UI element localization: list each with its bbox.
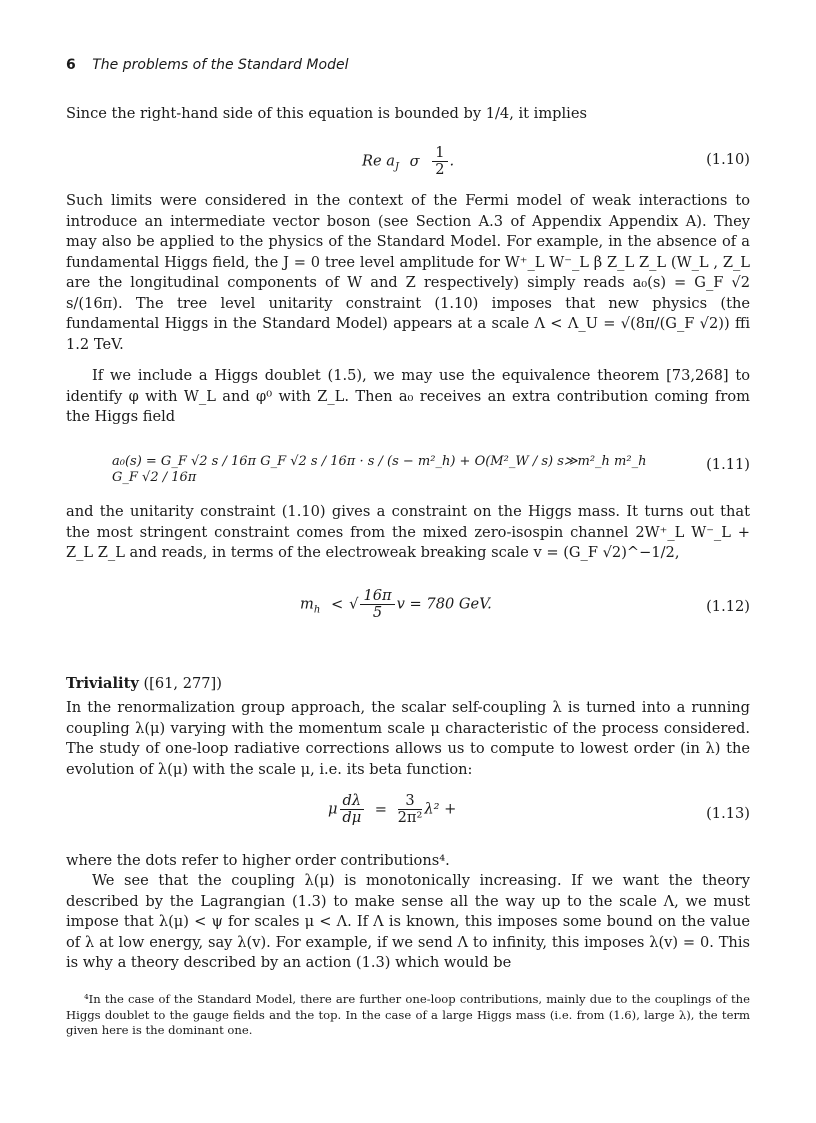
equation-number: (1.10) <box>706 151 750 168</box>
equation-number: (1.12) <box>706 598 750 615</box>
equation-body: Re $a_J$ σ $\frac{1}{2}$ . <box>362 144 455 178</box>
paragraph-1: Since the right-hand side of this equation is bounded by 1/4, it implies <box>66 105 587 122</box>
equation-1-13 <box>66 793 750 837</box>
equation-1-10 <box>66 144 750 178</box>
paragraph-7: We see that the coupling λ(μ) is monotonically increasing. If we want the theory described by the Lagrangian (1.3) to make sense all the way up to the scale Λ, we must impose that λ(μ) < ψ for scales μ < Λ. If Λ is known, this imposes some bound on the value of λ at low energy, say λ(v). For example, if we send Λ to infinity, this imposes λ(v) = 0. This is why a theory described by an action (1.3) which would be <box>66 872 750 971</box>
paragraph-6: where the dots refer to higher order contributions⁴. <box>66 852 450 869</box>
paragraph-4: and the unitarity constraint (1.10) gives a constraint on the Higgs mass. It turns out that the most stringent constraint comes from the mixed zero-isospin channel 2W⁺_L W⁻_L + Z_L Z_L and reads, in terms of the electroweak breaking scale v = (G_F √2)^−1/2, <box>66 503 750 561</box>
footnote-4: ⁴In the case of the Standard Model, there are further one-loop contributions, mainly due to the couplings of the Higgs doublet to the gauge fields and the top. In the case of a large Higgs mass (i.e. from (1.6), large λ), the term given here is the dominant one. <box>66 992 750 1037</box>
chapter-title: The problems of the Standard Model <box>92 57 349 73</box>
running-header <box>66 57 348 73</box>
equation-body: μ $\frac{d\lambda}{d\mu}$ = $\frac{3}{\text{2π²}}$ λ² + <box>328 792 457 826</box>
paragraph-3: If we include a Higgs doublet (1.5), we may use the equivalence theorem [73,268] to identify φ with W_L and φ⁰ with Z_L. Then a₀ receives an extra contribution coming from the Higgs field <box>66 367 750 425</box>
equation-body: a₀(s) = G_F √2 s / 16π G_F √2 s / 16π · s / (s − m²_h) + O(M²_W / s) s≫m²_h m²_h G_F √2 / 16π <box>112 454 647 485</box>
equation-1-11 <box>66 440 750 484</box>
equation-number: (1.11) <box>706 456 750 473</box>
equation-1-12 <box>66 586 750 630</box>
equation-number: (1.13) <box>706 805 750 822</box>
paragraph-5: In the renormalization group approach, the scalar self-coupling λ is turned into a running coupling λ(μ) varying with the momentum scale μ characteristic of the process considered. The study of one-loop radiative corrections allows us to compute to lowest order (in λ) the evolution of λ(μ) with the scale μ, i.e. its beta function: <box>66 699 750 778</box>
page-number: 6 <box>66 57 76 73</box>
equation-body: $m_h$ < √ $\frac{16\pi}{5}$ v = 780 GeV. <box>300 587 492 621</box>
paragraph-2: Such limits were considered in the context of the Fermi model of weak interactions to introduce an intermediate vector boson (see Section A.3 of Appendix Appendix A). They may also be applied to the physics of the Standard Model. For example, in the absence of a fundamental Higgs field, the J = 0 tree level amplitude for W⁺_L W⁻_L β Z_L Z_L (W_L , Z_L are the longitudinal components of W and Z respectively) simply reads a₀(s) = G_F √2 s/(16π). The tree level unitarity constraint (1.10) imposes that new physics (the fundamental Higgs in the Standard Model) appears at a scale Λ < Λ_U = √(8π/(G_F √2)) ffi 1.2 TeV. <box>66 192 750 353</box>
section-heading: Triviality ([61, 277]) <box>66 675 222 692</box>
